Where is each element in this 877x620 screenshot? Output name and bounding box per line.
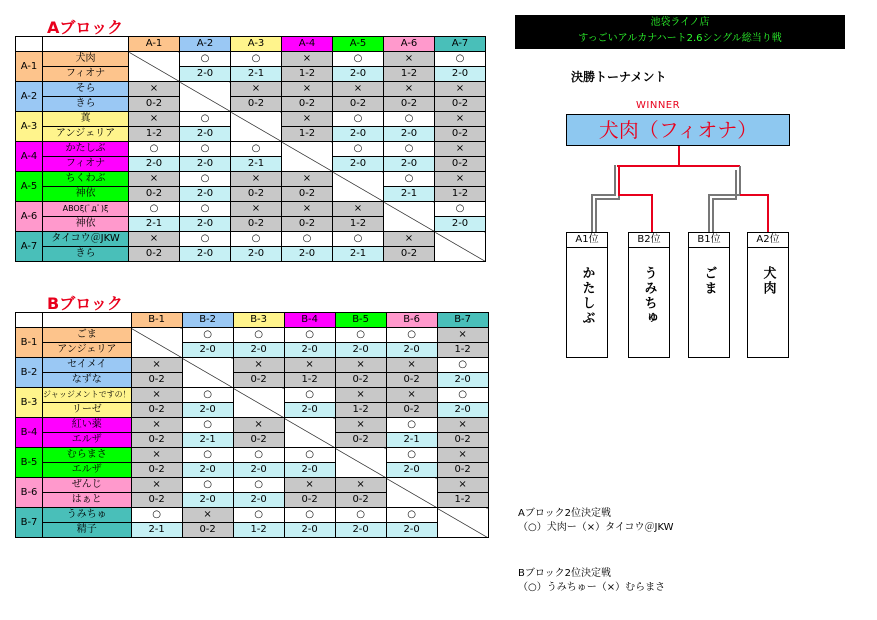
match-result: × [129, 232, 180, 247]
player-id: B-7 [16, 508, 43, 538]
match-score: 2-1 [231, 67, 282, 82]
match-result: ○ [335, 328, 386, 343]
match-score: 2-0 [333, 157, 384, 172]
bracket-slot-2 [628, 232, 670, 358]
match-score: 1-2 [333, 217, 384, 232]
match-score: 1-2 [233, 523, 284, 538]
player-name: ちくわぶ [43, 172, 129, 187]
match-score: 2-1 [333, 247, 384, 262]
player-name: むらまさ [43, 448, 132, 463]
match-score: 2-0 [284, 523, 335, 538]
match-result: × [435, 112, 486, 127]
slot-position: B2位 [629, 233, 669, 248]
player-id: A-6 [16, 202, 43, 232]
match-score: 1-2 [129, 127, 180, 142]
match-result: × [182, 508, 233, 523]
match-score: 0-2 [284, 493, 335, 508]
player-character: フィオナ [43, 157, 129, 172]
match-result: ○ [231, 52, 282, 67]
match-score: 2-1 [386, 433, 437, 448]
match-score: 0-2 [335, 433, 386, 448]
match-result: ○ [233, 448, 284, 463]
match-result: × [282, 112, 333, 127]
match-score: 2-0 [180, 157, 231, 172]
match-score: 2-0 [180, 217, 231, 232]
match-score: 2-0 [233, 343, 284, 358]
match-score: 0-2 [129, 97, 180, 112]
match-score: 2-0 [180, 187, 231, 202]
match-score: 0-2 [282, 187, 333, 202]
match-result: ○ [180, 52, 231, 67]
match-score: 2-0 [333, 67, 384, 82]
match-score: 2-0 [231, 247, 282, 262]
match-result: ○ [386, 418, 437, 433]
playoff-result: （○）うみちゅー（×）むらまさ [518, 582, 666, 593]
match-result: ○ [182, 388, 233, 403]
player-id: A-5 [16, 172, 43, 202]
match-score: 2-0 [129, 157, 180, 172]
match-result: ○ [284, 328, 335, 343]
match-result: × [282, 202, 333, 217]
player-character: きら [43, 247, 129, 262]
bracket-slot-3 [688, 232, 730, 358]
match-score: 1-2 [282, 127, 333, 142]
match-score: 0-2 [384, 97, 435, 112]
match-result: × [233, 418, 284, 433]
match-result: × [384, 82, 435, 97]
match-score: 2-0 [233, 463, 284, 478]
match-result: × [129, 172, 180, 187]
match-result: ○ [182, 418, 233, 433]
block-a-title: Aブロック [47, 18, 124, 37]
match-score: 2-0 [384, 127, 435, 142]
match-score: 2-0 [180, 127, 231, 142]
match-score: 0-2 [131, 463, 182, 478]
match-score: 2-0 [284, 403, 335, 418]
match-result: × [233, 358, 284, 373]
match-score: 2-0 [435, 217, 486, 232]
match-result: ○ [129, 142, 180, 157]
match-score: 2-0 [284, 343, 335, 358]
column-header: B-2 [182, 313, 233, 328]
match-score: 0-2 [333, 97, 384, 112]
match-score: 1-2 [437, 343, 488, 358]
match-score: 0-2 [129, 187, 180, 202]
match-score: 0-2 [386, 373, 437, 388]
match-score: 2-0 [435, 67, 486, 82]
match-score: 2-0 [182, 463, 233, 478]
block-a-playoff [518, 507, 674, 535]
player-id: A-2 [16, 82, 43, 112]
match-result: × [335, 418, 386, 433]
match-score: 2-0 [386, 523, 437, 538]
winner-box: 犬肉（フィオナ） [566, 114, 790, 146]
match-result: × [131, 358, 182, 373]
match-result: ○ [180, 142, 231, 157]
match-result: × [384, 232, 435, 247]
player-name: ごま [43, 328, 132, 343]
player-id: B-5 [16, 448, 43, 478]
slot-position: A1位 [567, 233, 607, 248]
player-character: きら [43, 97, 129, 112]
player-name: 紅い薬 [43, 418, 132, 433]
match-result: × [131, 448, 182, 463]
match-score: 2-0 [335, 343, 386, 358]
player-character: エルザ [43, 463, 132, 478]
match-result: ○ [333, 112, 384, 127]
match-score: 0-2 [182, 523, 233, 538]
match-score: 0-2 [437, 463, 488, 478]
match-result: ○ [333, 232, 384, 247]
match-score: 0-2 [231, 97, 282, 112]
bracket-line-b1-shadow [713, 170, 736, 232]
column-header: B-5 [335, 313, 386, 328]
player-name: タイコウ＠JKW [43, 232, 129, 247]
match-result: × [386, 388, 437, 403]
match-result: ○ [437, 358, 488, 373]
match-result: × [282, 52, 333, 67]
match-result: × [131, 478, 182, 493]
bracket-slot-4 [747, 232, 789, 358]
match-result: ○ [435, 202, 486, 217]
match-result: ○ [231, 232, 282, 247]
match-score: 0-2 [384, 247, 435, 262]
match-result: ○ [284, 448, 335, 463]
player-name: ジャッジメントですの！ [43, 388, 132, 403]
match-score: 2-0 [233, 493, 284, 508]
match-result: × [435, 172, 486, 187]
player-name: 犬肉 [43, 52, 129, 67]
match-result: × [129, 112, 180, 127]
match-score: 0-2 [131, 433, 182, 448]
slot-position: A2位 [748, 233, 788, 248]
match-score: 0-2 [129, 247, 180, 262]
player-name: ぜんじ [43, 478, 132, 493]
match-score: 1-2 [282, 67, 333, 82]
match-score: 0-2 [435, 97, 486, 112]
bracket-slot-1 [566, 232, 608, 358]
slot-player: ごま [701, 266, 717, 296]
match-score: 2-0 [284, 463, 335, 478]
match-score: 2-0 [182, 343, 233, 358]
match-score: 2-0 [386, 463, 437, 478]
match-score: 2-0 [386, 343, 437, 358]
match-score: 2-0 [180, 247, 231, 262]
column-header: A-4 [282, 37, 333, 52]
match-score: 2-0 [282, 247, 333, 262]
match-result: ○ [386, 448, 437, 463]
player-character: 神依 [43, 217, 129, 232]
block-b-playoff [518, 567, 665, 595]
match-score: 0-2 [435, 127, 486, 142]
player-id: A-7 [16, 232, 43, 262]
column-header: B-1 [131, 313, 182, 328]
match-result: ○ [282, 232, 333, 247]
player-id: A-3 [16, 112, 43, 142]
player-id: A-1 [16, 52, 43, 82]
match-result: ○ [233, 508, 284, 523]
match-score: 2-0 [180, 67, 231, 82]
match-score: 0-2 [435, 157, 486, 172]
match-result: × [386, 358, 437, 373]
match-result: × [131, 418, 182, 433]
match-result: × [335, 478, 386, 493]
banner-event: すっごいアルカナハート2.6シングル総当り戦 [578, 33, 782, 44]
player-name: ABOξ(ﾟдﾟ)ξ [43, 202, 129, 217]
match-score: 0-2 [282, 97, 333, 112]
match-score: 2-1 [384, 187, 435, 202]
match-score: 1-2 [335, 403, 386, 418]
match-result: × [284, 478, 335, 493]
player-id: B-1 [16, 328, 43, 358]
match-result: × [131, 388, 182, 403]
match-score: 0-2 [335, 493, 386, 508]
match-result: × [333, 82, 384, 97]
player-character: アンジェリア [43, 127, 129, 142]
match-score: 2-0 [335, 523, 386, 538]
match-result: ○ [386, 328, 437, 343]
match-score: 0-2 [231, 187, 282, 202]
match-score: 0-2 [231, 217, 282, 232]
banner-store: 池袋ライノ店 [650, 17, 710, 28]
player-name: かたしぶ [43, 142, 129, 157]
match-result: ○ [182, 328, 233, 343]
match-result: ○ [284, 388, 335, 403]
match-result: × [284, 358, 335, 373]
match-score: 2-0 [182, 403, 233, 418]
block-b-title: Bブロック [47, 294, 123, 313]
player-character: 神依 [43, 187, 129, 202]
player-id: B-4 [16, 418, 43, 448]
match-result: × [129, 82, 180, 97]
match-result: ○ [180, 112, 231, 127]
match-result: ○ [180, 232, 231, 247]
column-header: A-2 [180, 37, 231, 52]
match-result: ○ [180, 172, 231, 187]
match-result: × [437, 328, 488, 343]
tournament-title: 決勝トーナメント [571, 70, 667, 84]
match-score: 2-1 [129, 217, 180, 232]
slot-position: B1位 [689, 233, 729, 248]
match-score: 0-2 [335, 373, 386, 388]
match-result: ○ [131, 508, 182, 523]
match-result: ○ [129, 202, 180, 217]
match-result: ○ [437, 388, 488, 403]
match-score: 0-2 [131, 403, 182, 418]
match-result: × [384, 52, 435, 67]
match-score: 1-2 [284, 373, 335, 388]
match-result: ○ [233, 478, 284, 493]
match-result: ○ [333, 142, 384, 157]
match-score: 0-2 [233, 373, 284, 388]
column-header: A-6 [384, 37, 435, 52]
match-result: ○ [384, 142, 435, 157]
match-score: 0-2 [131, 373, 182, 388]
player-character: はぁと [43, 493, 132, 508]
match-result: × [231, 82, 282, 97]
match-result: ○ [180, 202, 231, 217]
player-id: B-2 [16, 358, 43, 388]
match-result: × [282, 82, 333, 97]
match-result: × [335, 388, 386, 403]
match-score: 2-1 [182, 433, 233, 448]
column-header: A-5 [333, 37, 384, 52]
match-score: 2-0 [333, 127, 384, 142]
player-id: B-3 [16, 388, 43, 418]
winner-label: WINNER [636, 100, 681, 111]
column-header: A-1 [129, 37, 180, 52]
column-header: A-7 [435, 37, 486, 52]
match-result: ○ [233, 328, 284, 343]
slot-player: 犬肉 [760, 266, 776, 296]
match-result: ○ [435, 52, 486, 67]
match-score: 0-2 [282, 217, 333, 232]
match-result: ○ [384, 172, 435, 187]
match-score: 2-0 [182, 493, 233, 508]
playoff-title: Aブロック2位決定戦 [518, 508, 612, 519]
player-id: A-4 [16, 142, 43, 172]
match-result: × [231, 172, 282, 187]
match-score: 1-2 [384, 67, 435, 82]
match-result: ○ [384, 112, 435, 127]
slot-player: かたしぶ [579, 266, 595, 326]
bracket-line-b2 [619, 165, 652, 232]
match-score: 2-1 [131, 523, 182, 538]
player-id: B-6 [16, 478, 43, 508]
player-character: エルザ [43, 433, 132, 448]
match-result: ○ [333, 52, 384, 67]
column-header: B-7 [437, 313, 488, 328]
match-result: ○ [284, 508, 335, 523]
match-result: × [333, 202, 384, 217]
playoff-title: Bブロック2位決定戦 [518, 568, 612, 579]
player-character: アンジェリア [43, 343, 132, 358]
match-score: 2-0 [437, 403, 488, 418]
bracket-line-a2 [740, 195, 768, 232]
player-name: そら [43, 82, 129, 97]
column-header: B-4 [284, 313, 335, 328]
player-name: セイメイ [43, 358, 132, 373]
match-score: 2-1 [231, 157, 282, 172]
match-score: 0-2 [233, 433, 284, 448]
match-score: 1-2 [435, 187, 486, 202]
column-header: A-3 [231, 37, 282, 52]
match-score: 0-2 [437, 433, 488, 448]
match-result: × [282, 172, 333, 187]
match-result: ○ [182, 478, 233, 493]
match-result: × [435, 82, 486, 97]
column-header: B-3 [233, 313, 284, 328]
slot-player: うみちゅ [641, 266, 657, 326]
player-name: 蒖 [43, 112, 129, 127]
match-score: 0-2 [386, 403, 437, 418]
match-score: 2-0 [384, 157, 435, 172]
match-score: 1-2 [437, 493, 488, 508]
player-character: 精子 [43, 523, 132, 538]
match-result: × [231, 202, 282, 217]
match-result: ○ [231, 142, 282, 157]
match-score: 0-2 [131, 493, 182, 508]
playoff-result: （○）犬肉ー（×）タイコウ＠JKW [518, 522, 674, 533]
player-character: なずな [43, 373, 132, 388]
match-result: × [437, 448, 488, 463]
column-header: B-6 [386, 313, 437, 328]
match-result: × [437, 418, 488, 433]
match-result: × [335, 358, 386, 373]
match-score: 2-0 [437, 373, 488, 388]
match-result: × [435, 142, 486, 157]
match-result: ○ [182, 448, 233, 463]
match-result: × [437, 478, 488, 493]
player-name: うみちゅ [43, 508, 132, 523]
player-character: フィオナ [43, 67, 129, 82]
match-result: ○ [335, 508, 386, 523]
player-character: リーゼ [43, 403, 132, 418]
match-result: ○ [386, 508, 437, 523]
